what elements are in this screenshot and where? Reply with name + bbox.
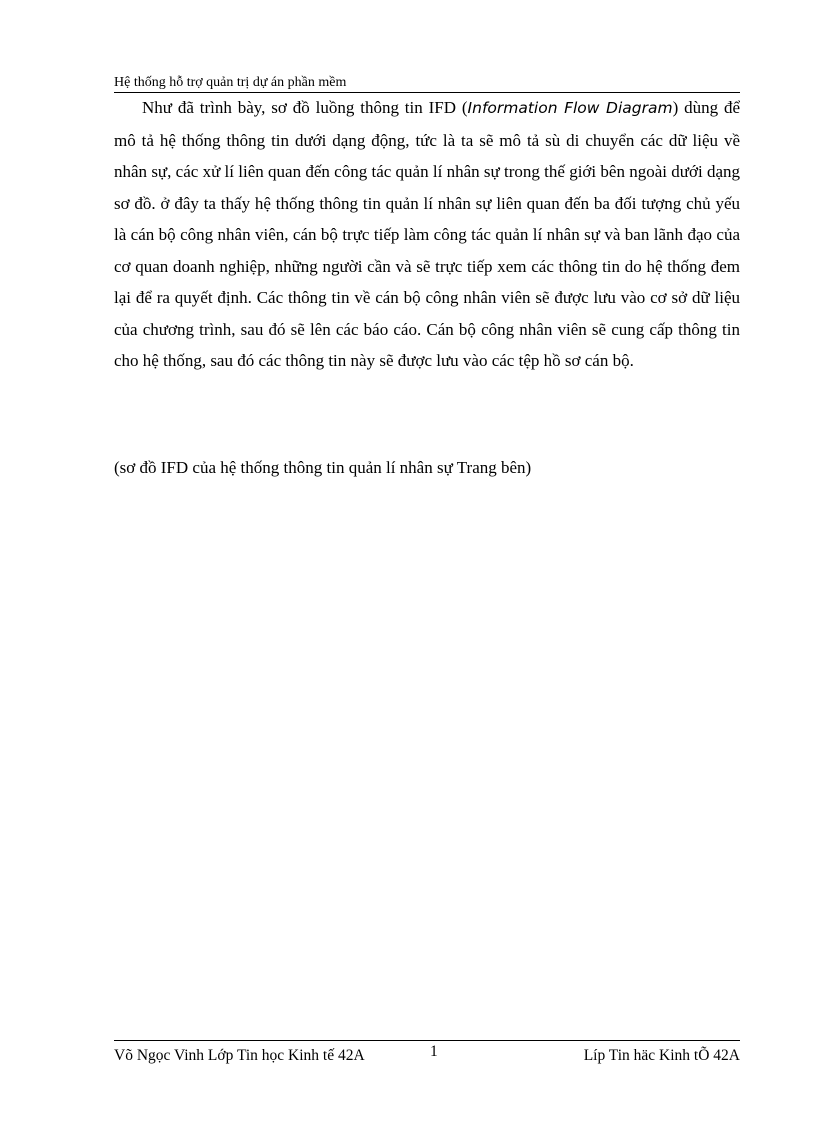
footer-author: Võ Ngọc Vinh Lớp Tin học Kinh tế 42A (114, 1047, 365, 1064)
body-paragraph (114, 92, 740, 377)
page-header (114, 74, 740, 93)
paragraph-text-start: Như đã trình bày, sơ đồ luồng thông tin IFD ( (142, 98, 468, 117)
footer-class: Líp Tin häc Kinh tÕ 42A (583, 1047, 740, 1064)
paragraph-text-rest: ) dùng để mô tả hệ thống thông tin dưới dạng động, tức là ta sẽ mô tả sù di chuyển các dữ liệu về nhân sự, các xử lí liên quan đến công tác quản lí nhân sự trong thế giới bên ngoài dưới dạng sơ đồ. ở đây ta thấy hệ thống thông tin quản lí nhân sự liên quan đến ba đối tượng chủ yếu là cán bộ công nhân viên, cán bộ trực tiếp làm công tác quản lí nhân sự và ban lãnh đạo của cơ quan doanh nghiệp, những người cần và sẽ trực tiếp xem các thông tin do hệ thống đem lại để ra quyết định. Các thông tin về cán bộ công nhân viên sẽ được lưu vào cơ sở dữ liệu của chương trình, sau đó sẽ lên các báo cáo. Cán bộ công nhân viên sẽ cung cấp thông tin cho hệ thống, sau đó các thông tin này sẽ được lưu vào các tệp hồ sơ cán bộ. (114, 98, 740, 370)
page-footer (114, 1040, 740, 1071)
page-number: 1 (430, 1043, 438, 1060)
header-title: Hệ thống hỗ trợ quản trị dự án phần mềm (114, 75, 347, 90)
diagram-note: (sơ đồ IFD của hệ thống thông tin quản lí nhân sự Trang bên) (114, 458, 532, 477)
paragraph-italic-term: Information Flow Diagram (467, 99, 673, 117)
